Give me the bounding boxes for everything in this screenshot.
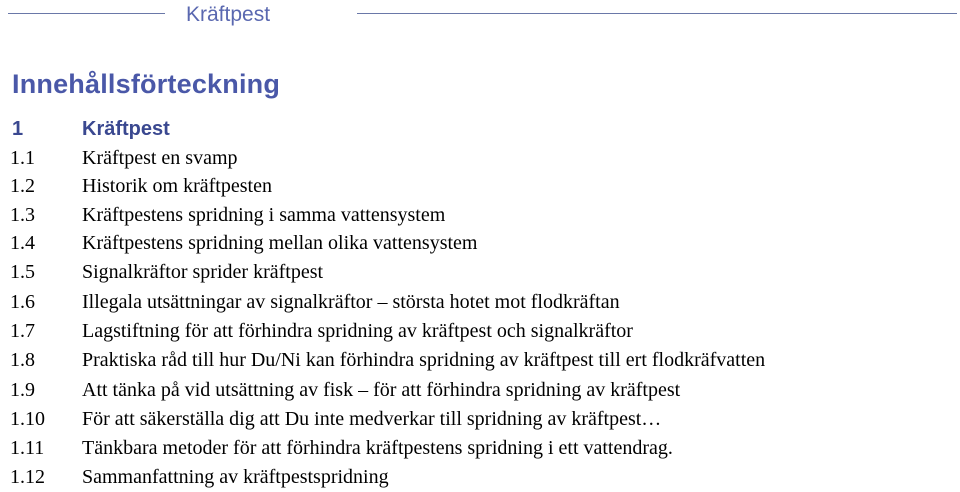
- toc-entry-number: 1.1: [10, 147, 35, 169]
- toc-entry-number: 1.7: [10, 320, 35, 342]
- page-header: [0, 0, 960, 32]
- toc-entry-1-4[interactable]: [0, 229, 960, 257]
- toc-entry-title: Kräftpestens spridning i samma vattensystem: [82, 204, 446, 226]
- toc-entry-1-10[interactable]: [0, 405, 960, 433]
- toc-entry-number: 1.5: [10, 261, 35, 283]
- toc-entry-1-12[interactable]: [0, 463, 960, 491]
- toc-heading: Innehållsförteckning: [12, 69, 281, 99]
- toc-entry-number: 1.12: [10, 466, 45, 488]
- toc-entry-title: Praktiska råd till hur Du/Ni kan förhindra spridning av kräftpest till ert flodkräfvatten: [82, 349, 766, 371]
- toc-entry-number: 1.11: [10, 437, 45, 459]
- toc-entry-1-8[interactable]: [0, 346, 960, 374]
- toc-entry-title: Signalkräftor sprider kräftpest: [82, 261, 324, 283]
- toc-entry-title: Sammanfattning av kräftpestspridning: [82, 466, 389, 488]
- toc-entry-number: 1.4: [10, 232, 35, 254]
- toc-entry-number: 1: [12, 118, 24, 140]
- header-title: Kräftpest: [186, 3, 271, 26]
- toc-entry-1-3[interactable]: [0, 201, 960, 229]
- toc-entry-number: 1.3: [10, 204, 35, 226]
- toc-entry-title: Kräftpest: [82, 118, 170, 140]
- toc-entry-1-9[interactable]: [0, 376, 960, 404]
- toc-entry-number: 1.8: [10, 349, 35, 371]
- toc-entry-title: Tänkbara metoder för att förhindra kräftpestens spridning i ett vattendrag.: [82, 437, 673, 459]
- toc-entry-number: 1.6: [10, 291, 35, 313]
- toc-entry-title: Att tänka på vid utsättning av fisk – för att förhindra spridning av kräftpest: [82, 379, 681, 401]
- toc-entry-title: Historik om kräftpesten: [82, 175, 272, 197]
- toc-entry-number: 1.9: [10, 379, 35, 401]
- toc-entry-1-2[interactable]: [0, 172, 960, 200]
- toc-entry-1[interactable]: [0, 115, 960, 143]
- toc-entry-1-1[interactable]: [0, 144, 960, 172]
- toc-entry-number: 1.10: [10, 408, 45, 430]
- toc-entry-title: Kräftpest en svamp: [82, 147, 238, 169]
- toc-entry-1-7[interactable]: [0, 317, 960, 345]
- toc-entry-title: För att säkerställa dig att Du inte medverkar till spridning av kräftpest…: [82, 408, 662, 430]
- toc-entry-number: 1.2: [10, 175, 35, 197]
- toc-entry-1-11[interactable]: [0, 434, 960, 462]
- toc-entry-1-5[interactable]: [0, 258, 960, 286]
- header-rule-right: [357, 13, 957, 14]
- toc-entry-title: Kräftpestens spridning mellan olika vattensystem: [82, 232, 478, 254]
- header-rule-left: [8, 13, 165, 14]
- toc-entry-title: Illegala utsättningar av signalkräftor – största hotet mot flodkräftan: [82, 291, 620, 313]
- toc-entry-title: Lagstiftning för att förhindra spridning av kräftpest och signalkräftor: [82, 320, 633, 342]
- toc-entry-1-6[interactable]: [0, 288, 960, 316]
